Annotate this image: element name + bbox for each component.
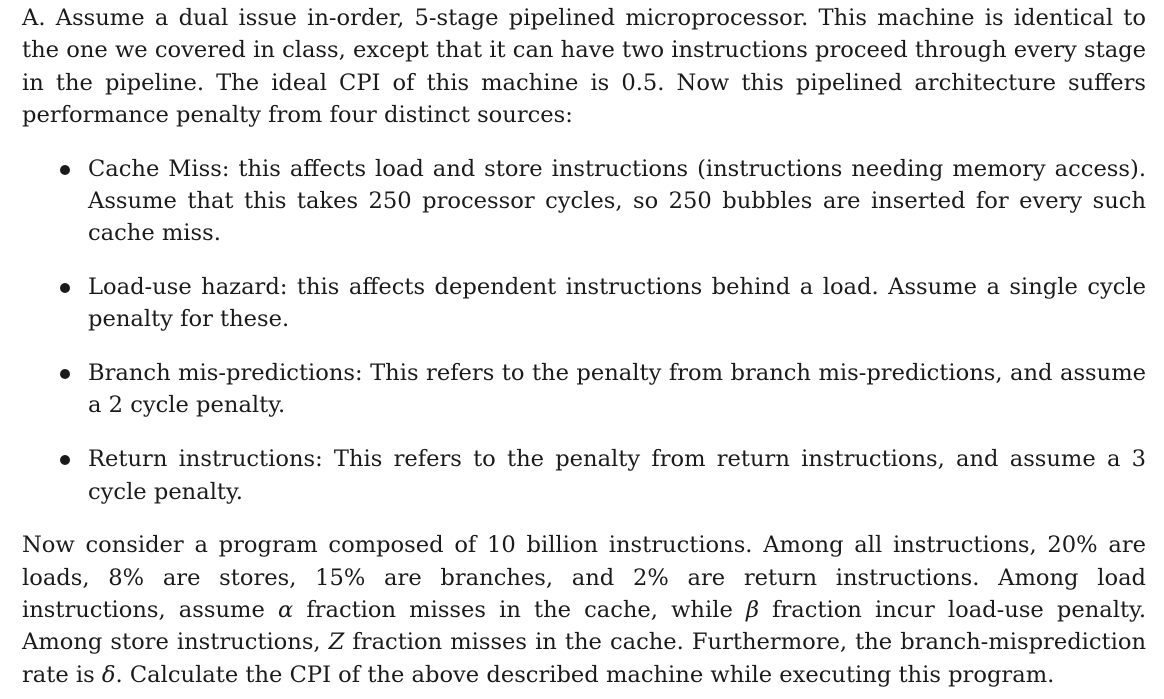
bullet-text-branch: Branch mis-predictions: This refers to the penalty from branch mis-predictions, and assume a 2 cycle penalty. <box>88 360 1146 419</box>
list-item <box>22 357 1146 422</box>
z-symbol: Z <box>328 629 345 656</box>
bullet-text-cache-miss: Cache Miss: this affects load and store instructions (instructions needing memory access). Assume that this takes 250 processor cycles, so 250 bubbles are inserted for every such cache miss. <box>88 155 1146 247</box>
bullet-icon <box>60 283 70 293</box>
question-closing <box>22 529 1146 690</box>
closing-text-1: Now consider a program composed of 10 billion instructions. Among all instructions, 20% are loads, 8% are stores, 15% are branches, and 2% are return instructions. Among load instructions, assume <box>22 532 1146 623</box>
question-intro: A. Assume a dual issue in-order, 5-stage pipelined microprocessor. This machine is identical to the one we covered in class, except that it can have two instructions proceed through every stage in the pipeline. The ideal CPI of this machine is 0.5. Now this pipelined architecture suffers performance penalty from four distinct sources: <box>22 5 1146 128</box>
delta-symbol: δ <box>101 661 116 688</box>
closing-text-5: . Calculate the CPI of the above described machine while executing this program. <box>115 661 1055 688</box>
closing-text-3: fraction incur load-use penalty. Among store instructions, <box>22 596 1147 656</box>
penalty-sources-list <box>22 153 1146 508</box>
bullet-icon <box>60 165 70 175</box>
document-page <box>22 2 1146 691</box>
alpha-symbol: α <box>277 596 294 623</box>
closing-text-4: fraction misses in the cache. Furthermore, the branch-misprediction rate is <box>22 629 1147 688</box>
closing-text-2: fraction misses in the cache, while <box>293 596 746 623</box>
bullet-text-return: Return instructions: This refers to the penalty from return instructions, and assume a 3 cycle penalty. <box>88 446 1146 505</box>
bullet-text-load-use: Load-use hazard: this affects dependent instructions behind a load. Assume a single cycle penalty for these. <box>88 274 1146 333</box>
bullet-icon <box>60 369 70 379</box>
list-item <box>22 153 1146 250</box>
list-item <box>22 271 1146 336</box>
bullet-icon <box>60 455 70 465</box>
list-item <box>22 443 1146 508</box>
beta-symbol: β <box>745 596 759 623</box>
